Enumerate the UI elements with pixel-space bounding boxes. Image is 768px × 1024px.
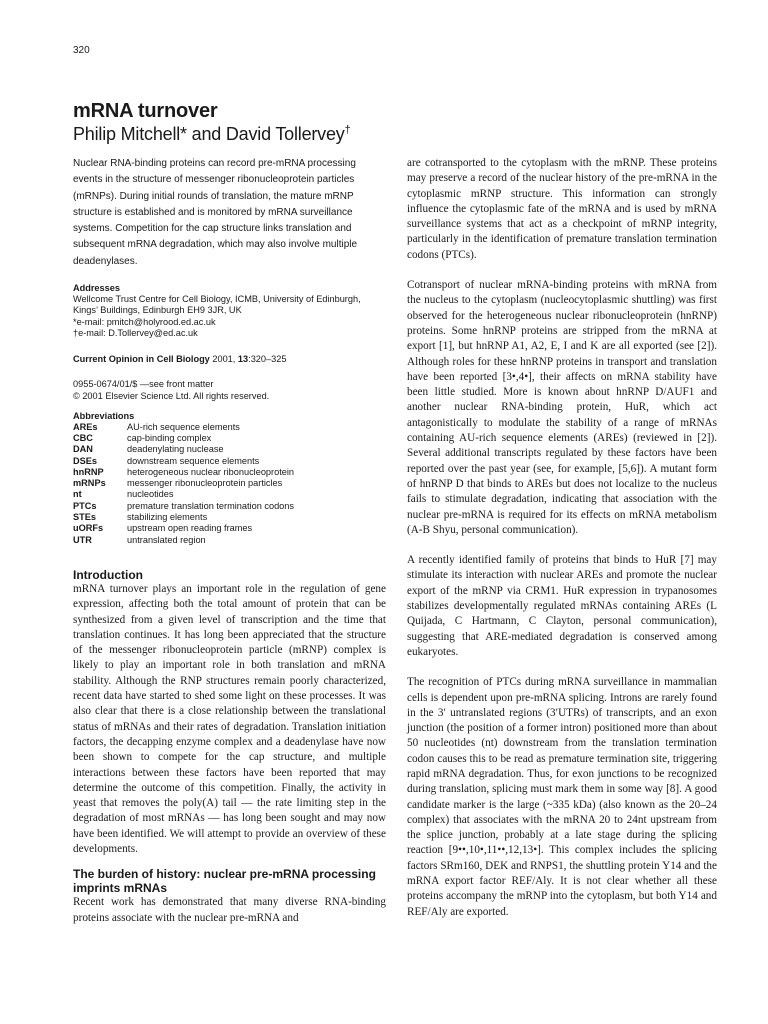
abbreviation-meaning: messenger ribonucleoprotein particles	[127, 478, 283, 489]
abbreviation-row	[73, 433, 294, 444]
abbreviations-table	[73, 422, 294, 546]
citation-year: 2001,	[209, 353, 238, 364]
abbreviation-term: mRNPs	[73, 478, 106, 489]
abbreviation-term: DSEs	[73, 455, 98, 466]
abbreviation-term: CBC	[73, 433, 93, 443]
addresses-heading: Addresses	[73, 283, 120, 294]
abbreviation-meaning: upstream open reading frames	[127, 523, 253, 534]
issn-line: 0955-0674/01/$ —see front matter	[73, 378, 214, 389]
addresses-block	[73, 282, 386, 340]
legal-block	[73, 378, 386, 402]
abbreviation-row	[73, 523, 294, 534]
abbreviation-row	[73, 456, 294, 467]
abbreviation-meaning: untranslated region	[127, 534, 206, 545]
body-paragraph: Cotransport of nuclear mRNA-binding proteins with mRNA from the nucleus to the cytoplasm (nucleocytoplasmic shuttling) was first observed for the heterogeneous nuclear ribonucleoprotein (hnRNP) proteins. Some hnRNP proteins are stripped from the mRNA at export [1], but hnRNP A1, A2, E, I and K are all exported (see [2]). Although roles for these hnRNP proteins in transport and translation have been reported [3•,4•], their affects on mRNA stability have been little studied. More is known about hnRNP D/AUF1 and another nuclear RNA-binding protein, HuR, which act antagonistically to modulate the stability of a range of mRNAs containing AU-rich sequence elements (AREs) (reviewed in [2]). Several additional transcripts regulated by these factors have been reported over the past year (see, for example, [5,6]). A mutant form of hnRNP D that binds to AREs but does not localize to the nucleus fails to stimulate degradation, indicating that association with the nuclear pre-mRNA is required for its effects on mRNA metabolism (A-B Shyu, personal communication).	[407, 279, 717, 536]
abbreviation-meaning: nucleotides	[127, 489, 174, 500]
body-paragraph: are cotransported to the cytoplasm with the mRNP. These proteins may preserve a record of the nuclear history of the pre-mRNA in the cytoplasmic mRNP structure. This information can strongly influence the cytoplasmic fate of the mRNA and is used by mRNA surveillance systems that act as a checkpoint of mRNP integrity, particularly in the identification of premature translation termination codons (PTCs).	[407, 157, 717, 261]
abbreviation-row	[73, 478, 294, 489]
abbreviation-term: nt	[73, 489, 82, 500]
abbreviation-row	[73, 467, 294, 478]
abbreviation-meaning: AU-rich sequence elements	[127, 421, 240, 432]
right-column	[407, 156, 717, 935]
abbreviation-row	[73, 422, 294, 433]
page-number: 320	[73, 45, 90, 56]
dagger-mark: †	[344, 124, 351, 136]
abbreviation-meaning: heterogeneous nuclear ribonucleoprotein	[127, 466, 295, 477]
abbreviation-row	[73, 512, 294, 523]
burden-text: Recent work has demonstrated that many diverse RNA-binding proteins associate with the nuclear pre-mRNA and	[73, 896, 386, 924]
abbreviation-row	[73, 535, 294, 546]
article-authors	[73, 124, 351, 145]
introduction-text: mRNA turnover plays an important role in the regulation of gene expression, affecting both the total amount of protein that can be synthesized from a given level of transcription and the time that translation continues. It has long been appreciated that the structure of the messenger ribonucleoprotein particle (mRNP) complex is likely to play an important role in both translation and mRNA stability. Although the RNP structures remain poorly characterized, recent data have started to shed some light on these processes. It was also clear that there is a close relationship between the translational status of mRNAs and their rates of degradation. Translation initiation factors, the decapping enzyme complex and a deadenylase have now been shown to compete for the cap structure, and multiple interactions between these factors have been reported that may determine the outcome of this competition. Finally, the activity in yeast that removes the poly(A) tail — the rate limiting step in the degradation of most mRNAs — has long been sought and may now have been identified. We will attempt to provide an overview of these developments.	[73, 582, 386, 856]
email-line: †e-mail: D.Tollervey@ed.ac.uk	[73, 328, 198, 339]
abbreviation-term: UTR	[73, 534, 92, 545]
abbreviations-heading: Abbreviations	[73, 410, 135, 421]
abbreviation-term: STEs	[73, 512, 96, 523]
address-line: Wellcome Trust Centre for Cell Biology, ICMB, University of Edinburgh,	[73, 294, 361, 305]
abbreviations-block	[73, 410, 386, 546]
abstract: Nuclear RNA-binding proteins can record pre-mRNA processing events in the structure of messenger ribonucleoprotein particles (mRNPs). During initial rounds of translation, the mature mRNP structure is established and is monitored by mRNA surveillance systems. Competition for the cap structure links translation and subsequent mRNA degradation, which may also involve multiple deadenylases.	[73, 158, 358, 267]
abbreviation-term: PTCs	[73, 500, 97, 511]
abbreviation-row	[73, 501, 294, 512]
abbreviation-term: DAN	[73, 444, 93, 455]
citation-pages: :320–325	[248, 353, 287, 364]
article-title: mRNA turnover	[73, 100, 218, 122]
citation-volume: 13	[237, 353, 249, 364]
abbreviation-meaning: deadenylating nuclease	[127, 444, 224, 455]
email-line: *e-mail: pmitch@holyrood.ed.ac.uk	[73, 316, 216, 327]
abbreviation-meaning: downstream sequence elements	[127, 455, 260, 466]
copyright-line: © 2001 Elsevier Science Ltd. All rights reserved.	[73, 390, 270, 401]
abbreviation-meaning: premature translation termination codons	[127, 500, 294, 511]
author-names: Philip Mitchell* and David Tollervey	[73, 124, 345, 144]
abbreviation-meaning: stabilizing elements	[127, 512, 208, 523]
introduction-heading: Introduction	[73, 567, 143, 582]
body-paragraph: A recently identified family of proteins that binds to HuR [7] may stimulate its interaction with nuclear AREs and promote the nuclear export of the mRNP via CRM1. HuR expression in trypanosomes stabilizes developmentally regulated mRNAs containing AREs (L Quijada, C Hartmann, C Clayton, personal communication), suggesting that ARE-mediated degradation is conserved among eukaryotes.	[407, 554, 717, 658]
abbreviation-row	[73, 444, 294, 455]
burden-heading: The burden of history: nuclear pre-mRNA processing imprints mRNAs	[73, 867, 376, 896]
journal-name: Current Opinion in Cell Biology	[73, 353, 210, 364]
abbreviation-term: uORFs	[73, 523, 104, 534]
body-paragraph: The recognition of PTCs during mRNA surveillance in mammalian cells is dependent upon pre-mRNA splicing. Introns are rarely found in the 3′ untranslated regions (3′UTRs) of transcripts, and an exon junction (the position of a former intron) positioned more than about 50 nucleotides (nt) downstream from the translation termination codon causes this to be read as premature termination site, triggering rapid mRNA degradation. Thus, for exon junctions to be recognized during translation, splicing must mark them in some way [8]. A good candidate marker is the large (~335 kDa) (also known as the 20–24 complex) that associates with the mRNA 20 to 24nt upstream from the splice junction, probably at a late stage during the splicing reaction [9••,10•,11••,12,13•]. This complex includes the splicing factors SRm160, DEK and RNPS1, the shuttling protein Y14 and the mRNA export factor REF/Aly. It is not clear whether all these proteins accompany the mRNP into the cytoplasm, but both Y14 and REF/Aly are exported.	[407, 676, 717, 918]
abbreviation-meaning: cap-binding complex	[127, 433, 212, 443]
abbreviation-term: hnRNP	[73, 466, 104, 477]
left-column	[73, 156, 386, 926]
journal-citation	[73, 353, 386, 365]
address-line: Kings’ Buildings, Edinburgh EH9 3JR, UK	[73, 305, 242, 316]
abbreviation-term: AREs	[73, 421, 98, 432]
abbreviation-row	[73, 489, 294, 500]
